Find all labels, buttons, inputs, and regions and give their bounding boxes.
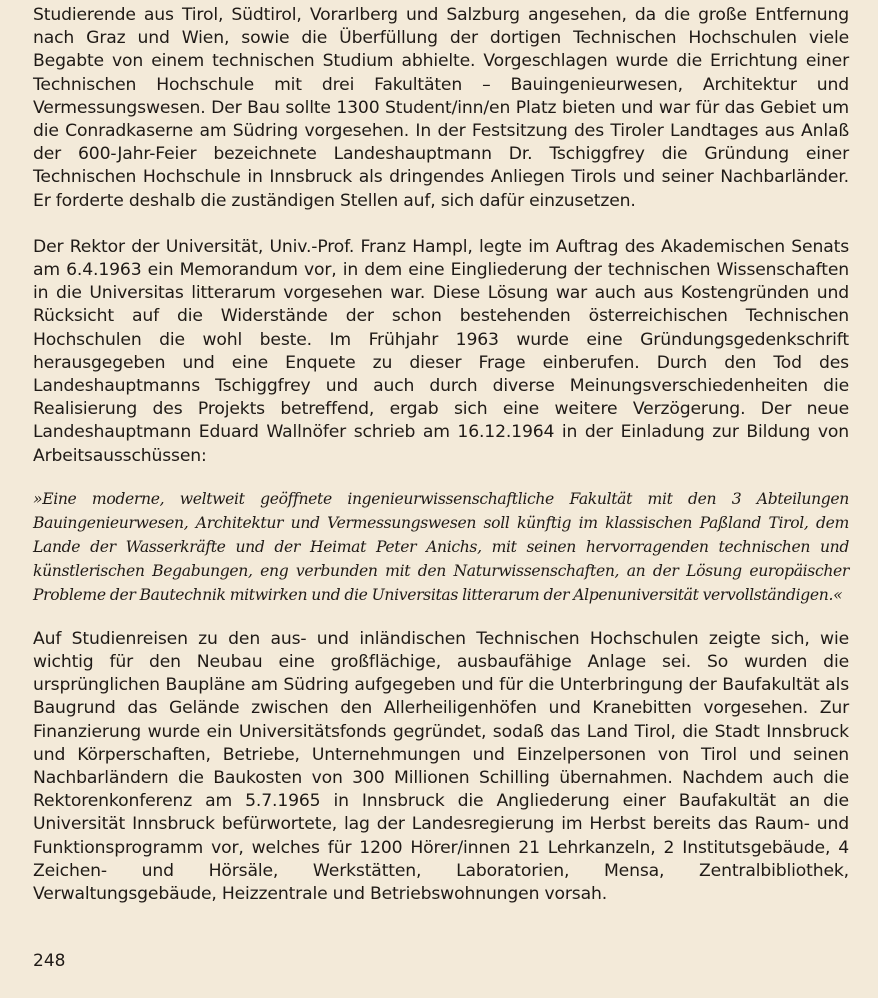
- paragraph-1: Studierende aus Tirol, Südtirol, Vorarlberg und Salzburg angesehen, da die große Entfernung nach Graz und Wien, sowie die Überfüllung der dortigen Technischen Hochschulen viele Begabte von einem technischen Studium abhielte. Vorgeschlagen wurde die Errichtung einer Technischen Hochschule mit drei Fakultäten – Bauingenieurwesen, Architektur und Vermessungswesen. Der Bau sollte 1300 Student/inn/en Platz bieten und war für das Gebiet um die Conradkaserne am Südring vorgesehen. In der Festsitzung des Tiroler Landtages aus Anlaß der 600-Jahr-Feier bezeichnete Landeshauptmann Dr. Tschiggfrey die Gründung einer Technischen Hochschule in Innsbruck als dringendes Anliegen Tirols und seiner Nachbarländer. Er forderte deshalb die zuständigen Stellen auf, sich dafür einzusetzen.: [33, 5, 849, 211]
- paragraph-2: Der Rektor der Universität, Univ.-Prof. Franz Hampl, legte im Auftrag des Akademischen Senats am 6.4.1963 ein Memorandum vor, in dem eine Eingliederung der technischen Wissenschaften in die Universitas litterarum vorgesehen war. Diese Lösung war auch aus Kostengründen und Rücksicht auf die Widerstände der schon bestehenden österreichischen Technischen Hochschulen die wohl beste. Im Frühjahr 1963 wurde eine Gründungsgedenkschrift herausgegeben und eine Enquete zu dieser Frage einberufen. Durch den Tod des Landeshauptmanns Tschiggfrey und auch durch diverse Meinungsverschiedenheiten die Realisierung des Projekts betreffend, ergab sich eine weitere Verzögerung. Der neue Landeshauptmann Eduard Wallnöfer schrieb am 16.12.1964 in der Einladung zur Bildung von Arbeitsausschüssen:: [33, 236, 849, 466]
- paragraph-4: Auf Studienreisen zu den aus- und inländischen Technischen Hochschulen zeigte sich, wie wichtig für den Neubau eine großflächige, ausbaufähige Anlage sei. So wurden die ursprünglichen Baupläne am Südring aufgegeben und für die Unterbringung der Baufakultät als Baugrund das Gelände zwischen den Allerheiligenhöfen und Kranebitten vorgesehen. Zur Finanzierung wurde ein Universitätsfonds gegründet, sodaß das Land Tirol, die Stadt Innsbruck und Körperschaften, Betriebe, Unternehmungen und Einzelpersonen von Tirol und seinen Nachbarländern die Baukosten von 300 Millionen Schilling übernahmen. Nachdem auch die Rektorenkonferenz am 5.7.1965 in Innsbruck die Angliederung einer Baufakultät an die Universität Innsbruck befürwortete, lag der Landesregierung im Herbst bereits das Raum- und Funktionsprogramm vor, welches für 1200 Hörer/innen 21 Lehrkanzeln, 2 Institutsgebäude, 4 Zeichen- und Hörsäle, Werkstätten, Laboratorien, Mensa, Zentralbibliothek, Verwaltungsgebäude, Heizzentrale und Betriebswohnungen vorsah.: [33, 628, 849, 905]
- block-quote: »Eine moderne, weltweit geöffnete ingenieurwissenschaftliche Fakultät mit den 3 Abteilungen Bauingenieurwesen, Architektur und Vermessungswesen soll künftig im klassischen Paßland Tirol, dem Lande der Wasserkräfte und der Heimat Peter Anichs, mit seinen hervorragenden technischen und künstlerischen Begabungen, eng verbunden mit den Naturwissenschaften, an der Lösung europäischer Probleme der Bautechnik mitwirken und die Universitas litterarum der Alpenuniversität vervollständigen.«: [33, 489, 849, 604]
- page-body: [33, 4, 849, 906]
- page-number: 248: [33, 951, 66, 971]
